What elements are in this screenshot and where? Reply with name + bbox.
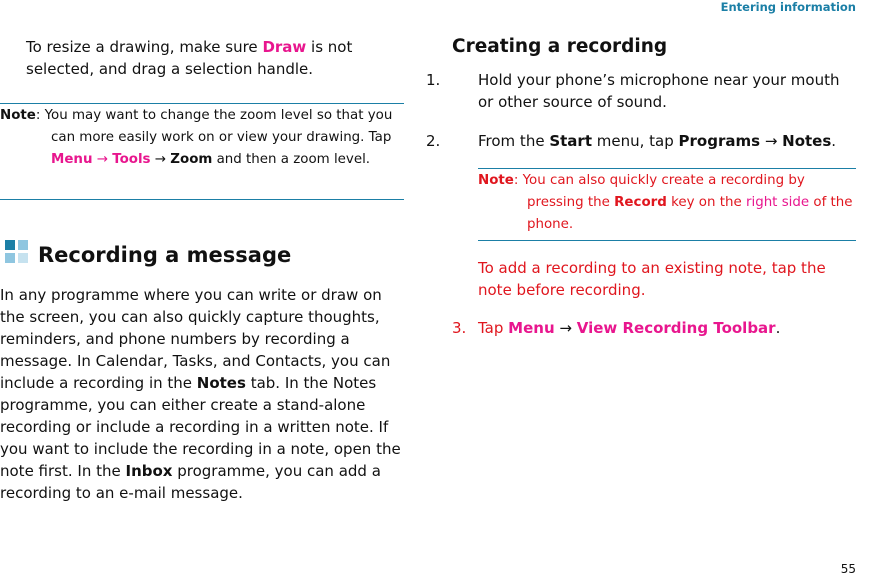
running-header: Entering information [720,0,856,14]
record-note-divider-bottom [478,240,856,241]
step-1: 1. Hold your phone’s microphone near your mouth or other source of sound. [426,71,840,111]
page-number: 55 [840,562,856,576]
section-title: Recording a message [38,243,292,267]
note-divider-bottom [0,199,404,200]
section-grid-icon [5,240,29,264]
note-divider-top [0,103,404,104]
existing-note-instruction: To add a recording to an existing note, tap the note before recording. [478,259,826,299]
recording-intro: In any programme where you can write or draw on the screen, you can also quickly capture thoughts, reminders, and phone numbers by recording a message. In Calendar, Tasks, and Contacts, you can include a recording in the Notes tab. In the Notes programme, you can either create a stand-alone recording or include a recording in a written note. If you want to include the recording in a note, open the note first. In the Inbox programme, you can add a recording to an e-mail message. [0,286,401,502]
record-note-divider-top [478,168,856,169]
draw-keyword: Draw [262,38,307,56]
resize-instruction: To resize a drawing, make sure Draw is not selected, and drag a selection handle. [26,38,353,78]
zoom-note: Note: You may want to change the zoom level so that you can more easily work on or view your drawing. Tap Menu → Tools → Zoom and then a zoom level. [0,108,393,167]
subsection-title: Creating a recording [452,36,668,57]
record-key-note: Note: You can also quickly create a recording by pressing the Record key on the right side of the phone. [478,173,853,232]
step-2: 2. From the Start menu, tap Programs → Notes. [426,132,837,150]
step-3: 3. Tap Menu → View Recording Toolbar. [452,319,781,337]
